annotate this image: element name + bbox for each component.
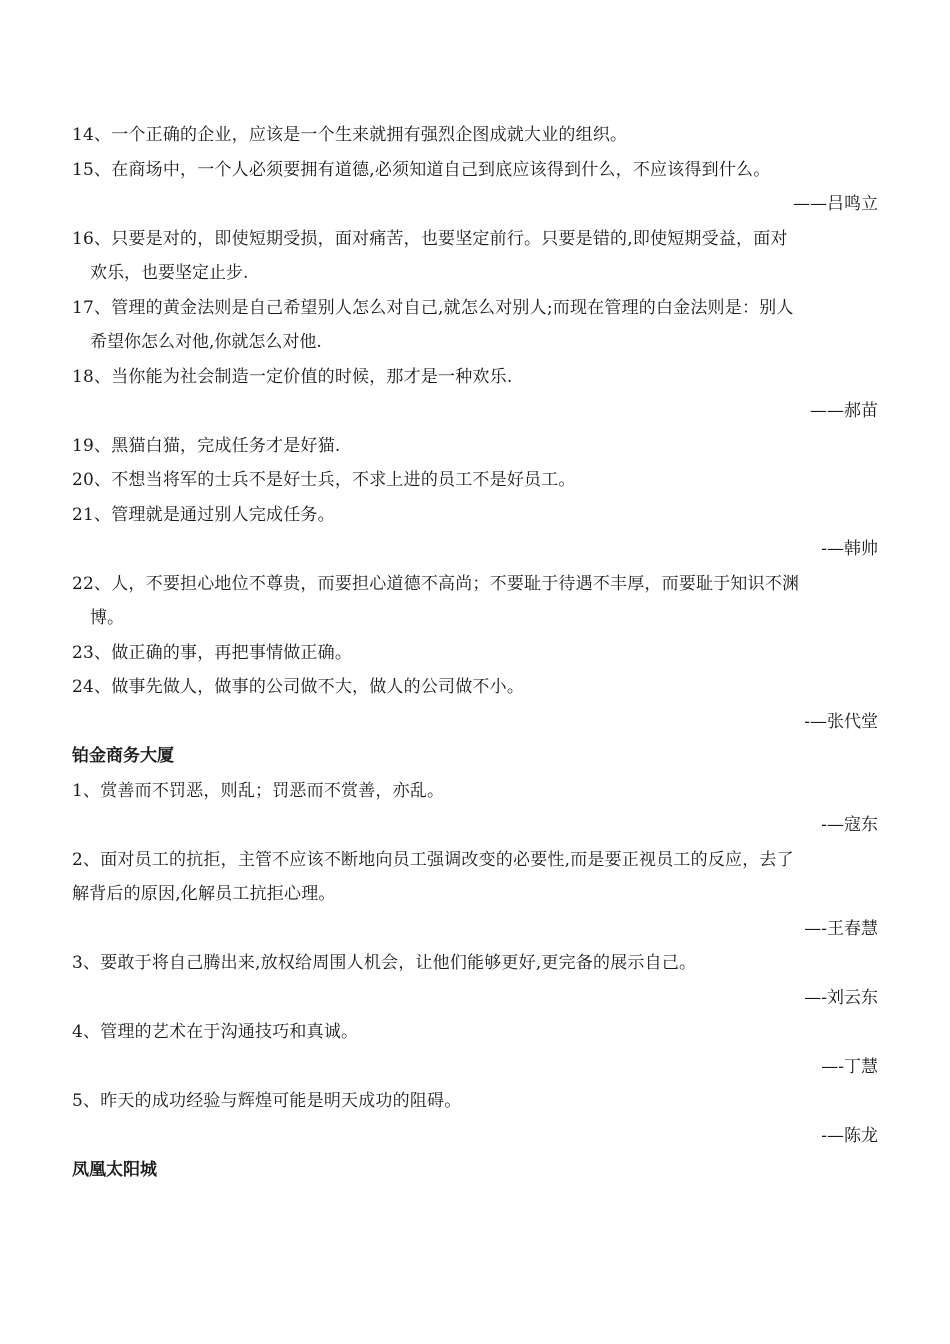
- quote-item: 15、在商场中，一个人必须要拥有道德,必须知道自己到底应该得到什么，不应该得到什么。: [72, 159, 771, 180]
- section-heading: 凤凰太阳城: [72, 1160, 157, 1180]
- quote-item-continuation: 博。: [90, 608, 124, 628]
- quote-item: 16、只要是对的，即使短期受损，面对痛苦，也要坚定前行。只要是错的,即使短期受益，面对: [72, 228, 788, 249]
- quote-author: ——吕鸣立: [793, 194, 878, 214]
- quote-author: —-刘云东: [804, 987, 878, 1008]
- quote-item: 21、管理就是通过别人完成任务。: [72, 504, 335, 525]
- quote-item: 20、不想当将军的士兵不是好士兵，不求上进的员工不是好员工。: [72, 470, 576, 490]
- quote-item-continuation: 欢乐，也要坚定止步.: [90, 263, 249, 283]
- quote-item: 19、黑猫白猫，完成任务才是好猫.: [72, 435, 341, 456]
- quote-author: -—张代堂: [804, 711, 878, 732]
- quote-item: 2、面对员工的抗拒，主管不应该不断地向员工强调改变的必要性,而是要正视员工的反应，去了: [72, 849, 794, 870]
- quote-item: 22、人，不要担心地位不尊贵，而要担心道德不高尚；不要耻于待遇不丰厚，而要耻于知识不渊: [72, 573, 800, 594]
- quote-item: 18、当你能为社会制造一定价值的时候，那才是一种欢乐.: [72, 366, 513, 387]
- quote-item: 24、做事先做人，做事的公司做不大，做人的公司做不小。: [72, 677, 525, 697]
- quote-item-continuation: 解背后的原因,化解员工抗拒心理。: [72, 884, 336, 904]
- quote-author: -—寇东: [821, 815, 878, 835]
- quote-item: 23、做正确的事，再把事情做正确。: [72, 642, 353, 663]
- quote-item: 3、要敢于将自己腾出来,放权给周围人机会，让他们能够更好,更完备的展示自己。: [72, 953, 697, 973]
- quote-author: —-丁慧: [821, 1056, 878, 1077]
- quote-item-continuation: 希望你怎么对他,你就怎么对他.: [90, 332, 322, 352]
- quote-author: -—韩帅: [821, 539, 878, 559]
- quote-author: ——郝苗: [810, 401, 878, 421]
- quote-item: 5、昨天的成功经验与辉煌可能是明天成功的阻碍。: [72, 1091, 462, 1111]
- quote-author: -—陈龙: [821, 1125, 878, 1146]
- document-page: [72, 118, 878, 1188]
- quote-author: —-王春慧: [804, 918, 878, 939]
- quote-item: 1、赏善而不罚恶，则乱；罚恶而不赏善，亦乱。: [72, 780, 445, 801]
- quote-item: 17、管理的黄金法则是自己希望别人怎么对自己,就怎么对别人;而现在管理的白金法则是：别人: [72, 297, 794, 318]
- section-heading: 铂金商务大厦: [72, 746, 174, 766]
- quote-item: 14、一个正确的企业，应该是一个生来就拥有强烈企图成就大业的组织。: [72, 125, 628, 145]
- quote-item: 4、管理的艺术在于沟通技巧和真诚。: [72, 1022, 359, 1042]
